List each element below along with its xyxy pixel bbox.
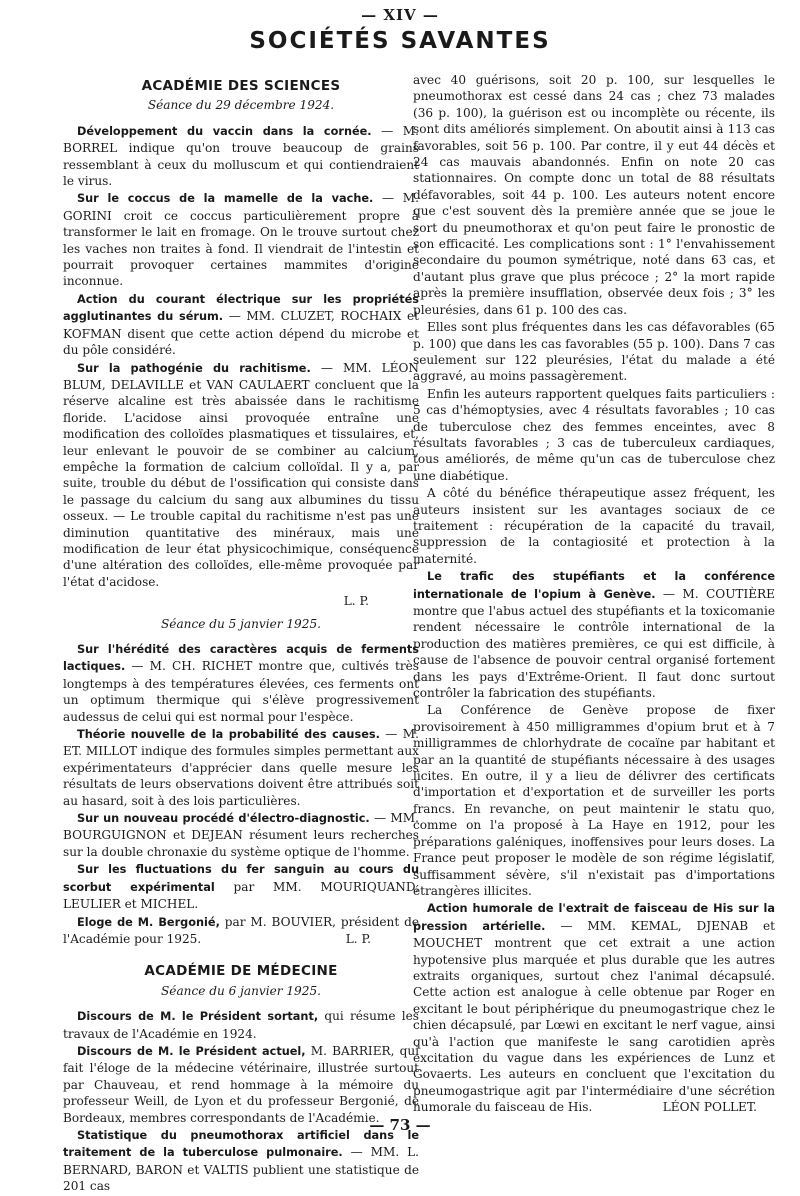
article-body: — M. CH. RICHET montre que, cultivés très longtemps à des températures élevées, ces ferments ont un optimum thermique qui s'élève progressivement audessus de celui qui est normal pour l'espèce. [63,659,419,724]
article [413,900,775,1115]
article-continuation [413,72,775,318]
article-heading: Sur l'hérédité des caractères acquis de ferments lactiques. [63,643,419,674]
article [63,360,419,591]
page-title: SOCIÉTÉS SAVANTES [249,28,551,54]
author-signature: LÉON POLLET. [662,1100,757,1115]
article-body: — MM. L. BERNARD, BARON et VALTIS publient une statistique de 201 cas [63,1145,419,1194]
article-heading: Sur les fluctuations du fer sanguin au cours du scorbut expérimental [63,863,419,894]
article [413,568,775,701]
article-body: M. BARRIER, qui fait l'éloge de la médecine vétérinaire, illustrée surtout par Chauveau, et rend hommage à la mémoire du professeur Weill, de Lyon et du professeur Bergonié, de Bordeaux, membres correspondants de l'Académie. [63,1043,420,1125]
article-body: — MM. BOURGUIGNON et DEJEAN résument leurs recherches sur la double chronaxie du système optique de l'homme. [63,811,419,859]
seance-date: Séance du 6 janvier 1925. [161,983,321,998]
article [63,190,419,289]
article-body: La Conférence de Genève propose de fixer provisoirement à 450 milligrammes d'opium brut et à 7 milligrammes de chlorhydrate de cocaïne par habitant et par an la quantité de stupéfiants nécessaire à des usages licites. En outre, il y a lieu de délivrer des certificats d'importation et d'exportation et de surveiller les ports francs. En revanche, on peut maintenir le statu quo, comme on l'a proposé à La Haye en 1912, pour les préparations galéniques, inoffensives pour leurs doses. La France peut proposer le modèle de son régime législatif, suffisamment sévère, s'il n'existait pas d'importations étrangères illicites. [413,703,775,898]
article [63,123,419,190]
article-heading: Action humorale de l'extrait de faisceau de His sur la pression artérielle. [413,902,775,933]
paragraph [413,702,775,899]
article-body: Enfin les auteurs rapportent quelques faits particuliers : 5 cas d'hémoptysies, avec 4 résultats favorables ; 10 cas de tuberculose chez des femmes enceintes, avec 8 résultats favorables ; 3 cas de tuberculeux cardiaques, tous améliorés, de même qu'un cas de tuberculose chez une diabétique. [413,386,775,483]
article-heading: Sur la pathogénie du rachitisme. [77,361,311,375]
article-heading: Sur un nouveau procédé d'électro-diagnostic. [77,812,370,826]
article [63,1043,419,1126]
article [63,914,419,948]
article-body: — M. BORREL indique qu'on trouve beaucoup de grains ressemblant à ceux du molluscum et qui contiendraient le virus. [63,123,419,189]
article-body: — MM. CLUZET, ROCHAIX et KOFMAN disent que cette action dépend du microbe et du pôle considéré. [63,309,419,358]
article-body: — MM. KEMAL, DJENAB et MOUCHET montrent que cet extrait a une action hypotensive plus marquée et plus durable que les autres extraits organiques, surtout chez l'animal décapsulé. Cette action est analogue à celle obtenue par Roger en excitant le bout périphérique du pneumogastrique chez le chien décapsulé, par Lœwi en excitant le nerf vague, ainsi qu'à l'action que manifeste le sang carotidien après excitation du vague dans les expériences de Lunz et Govaerts. Les auteurs en concluent que l'excitation du pneumogastrique agit par l'intermédiaire d'une sécrétion humorale du faisceau de His. [413,918,775,1115]
article-body: qui résume les travaux de l'Académie en 1924. [63,1009,419,1041]
article-heading: Sur le coccus de la mamelle de la vache. [77,192,374,206]
article [63,1127,419,1195]
article-body: Elles sont plus fréquentes dans les cas défavorables (65 p. 100) que dans les cas favorables (55 p. 100). Dans 7 cas seulement sur 122 pleurésies, l'état du malade a été aggravé, au moins passagèrement. [413,320,775,384]
left-column [63,64,419,1196]
article-body: A côté du bénéfice thérapeutique assez fréquent, les auteurs insistent sur les avantages sociaux de ce traitement : récupération de la capacité du travail, suppression de la contagiosité et protection à la maternité. [413,486,775,566]
paragraph [413,485,775,567]
article-heading: Théorie nouvelle de la probabilité des causes. [77,728,380,742]
section-title-medecine: ACADÉMIE DE MÉDECINE [144,963,338,980]
article [63,726,419,809]
article-body: — M. ET. MILLOT indique des formules simples permettant aux expérimentateurs d'apprécier dans quelle mesure les résultats de leurs observations doivent être attribués soit au hasard, soit à des lois particulières. [63,727,419,808]
article [63,641,419,725]
page-number: — 73 — [369,1116,431,1134]
article-body: par MM. MOURIQUAND, LEULIER et MICHEL. [63,879,419,912]
paragraph [413,319,775,385]
article-heading: Eloge de M. Bergonié, [77,915,220,929]
page-number-roman: — XIV — [361,6,439,24]
article [63,291,419,359]
article-body: — M. COUTIÈRE montre que l'abus actuel des stupéfiants et la toxicomanie rendent nécessaire le contrôle international de la production des matières premières, ce qui est difficile, à cause de l'absence de pouvoir central organisé fortement dans les pays d'Extrême-Orient. Il faut donc surtout contrôler la fabrication des stupéfiants. [413,586,775,701]
article-heading: Le trafic des stupéfiants et la conférence internationale de l'opium à Genève. [413,570,775,601]
article-heading: Statistique du pneumothorax artificiel dans le traitement de la tuberculose pulmonaire. [63,1128,419,1160]
article [63,810,419,860]
author-signature: L. P. [345,931,371,946]
author-signature: L. P. [343,594,369,609]
seance-date: Séance du 29 décembre 1924. [147,98,335,113]
article-heading: Développement du vaccin dans la cornée. [77,124,372,138]
article [63,861,419,912]
right-column [413,72,775,1117]
section-title-sciences: ACADÉMIE DES SCIENCES [141,78,341,94]
article-heading: Discours de M. le Président actuel, [77,1044,306,1058]
article-body: avec 40 guérisons, soit 20 p. 100, sur lesquelles le pneumothorax est cessé dans 24 cas ; chez 73 malades (36 p. 100), la guérison est ou incomplète ou récente, ils sont dits améliorés simplement. On aboutit ainsi à 113 cas favorables, soit 56 p. 100. Par contre, il y eut 44 décès et 24 cas mauvais abandonnés. Enfin on note 20 cas stationnaires. On compte donc un total de 88 résultats défavorables, soit 44 p. 100. Les auteurs notent encore que c'est souvent dès la première année que se joue le sort du pneumothorax et qu'on peut faire le pronostic de son efficacité. Les complications sont : 1° l'envahissement secondaire du poumon symétrique, noté dans 63 cas, et d'autant plus grave que plus précoce ; 2° la mort rapide après la première insufflation, observée deux fois ; 3° les pleurésies, dans 61 p. 100 des cas. [413,73,775,317]
article [63,1008,419,1042]
article-heading: Action du courant électrique sur les propriétés agglutinantes du sérum. [63,292,419,324]
paragraph [413,386,775,484]
article-heading: Discours de M. le Président sortant, [77,1010,319,1024]
seance-date: Séance du 5 janvier 1925. [161,616,321,631]
article-body: par M. BOUVIER, président de l'Académie pour 1925. [63,914,419,946]
article-body: — M. GORINI croit ce coccus particulièrement propre à transformer le lait en fromage. On le trouve surtout chez les vaches non traites à fond. Il viendrait de l'intestin et pourrait provoquer certaines mammites d'origine inconnue. [63,191,419,289]
article-body: — MM. LÉON BLUM, DELAVILLE et VAN CAULAERT concluent que la réserve alcaline est très abaissée dans le rachitisme floride. L'acidose ainsi provoquée entraîne une modification des colloïdes plasmatiques et tissulaires, et, leur enlevant le pouvoir de se combiner au calcium, empêche la formation de calcium colloïdal. Il y a, par suite, trouble du début de l'ossification qui consiste dans le passage du calcium du sang aux albumines du tissu osseux. — Le trouble capital du rachitisme n'est pas une diminution quantitative des minéraux, mais une modification de leur état physicochimique, conséquence d'une altération des colloïdes, elle-même provoquée par l'état d'acidose. [63,360,419,589]
